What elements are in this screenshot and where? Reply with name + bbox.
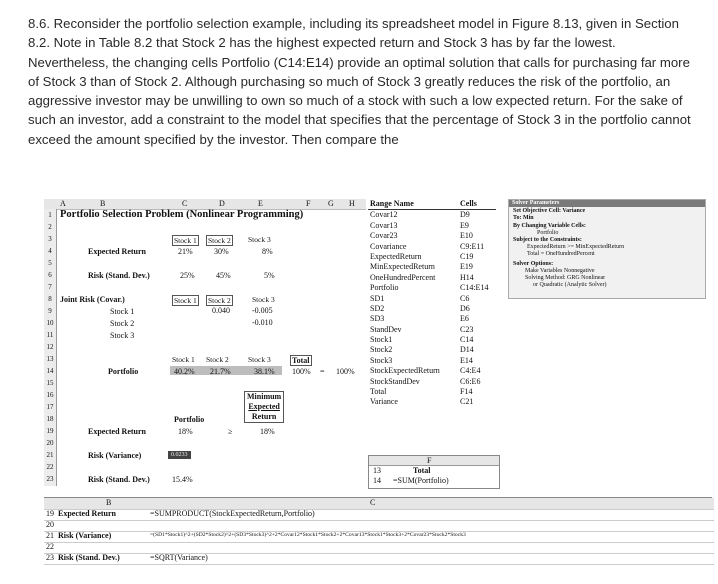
range-row <box>368 304 496 314</box>
portfolio-total: 100% <box>292 367 311 376</box>
col-header: D <box>219 199 225 208</box>
formula-row <box>44 542 714 554</box>
range-name: MinExpectedReturn <box>370 262 435 272</box>
range-cells: D6 <box>460 303 470 313</box>
expected-return-label: Expected Return <box>88 247 146 256</box>
formula-label: Expected Return <box>58 509 116 518</box>
gte-sign: ≥ <box>228 427 233 436</box>
row-number-column <box>44 209 57 486</box>
row-number: 11 <box>46 331 54 339</box>
row-number: 16 <box>46 391 54 399</box>
minimum-label: Minimum <box>247 392 282 401</box>
return-label: Return <box>251 412 277 421</box>
col-header: B <box>106 498 112 507</box>
range-name: Covar12 <box>370 210 398 220</box>
covar-row-label: Stock 1 <box>110 307 135 316</box>
range-name: ExpectedReturn <box>370 251 422 261</box>
risk-label: Risk (Stand. Dev.) <box>88 271 150 280</box>
range-cells: D14 <box>460 345 474 355</box>
total-label: Total <box>292 356 310 365</box>
expected-return-value: 30% <box>214 247 229 256</box>
formula-row <box>44 520 714 532</box>
col-header: E <box>258 199 263 208</box>
col-header: C <box>182 199 188 208</box>
cells-header: Cells <box>460 199 477 208</box>
equals-sign: = <box>320 367 325 376</box>
solver-constraint: Total = OneHundredPercent <box>527 251 595 258</box>
range-row <box>368 387 496 397</box>
stock-header: Stock 3 <box>248 235 271 244</box>
portfolio-value: 21.7% <box>210 367 231 376</box>
formula-label: Risk (Variance) <box>58 531 112 540</box>
range-row <box>368 210 496 220</box>
expected-return-value: 21% <box>178 247 193 256</box>
column-header-row <box>44 199 366 210</box>
row-number: 2 <box>48 223 52 231</box>
solver-to: To: Min <box>513 215 534 222</box>
solver-constraint: ExpectedReturn >= MinExpectedReturn <box>527 244 625 251</box>
expected-return-row-label: Expected Return <box>88 427 146 436</box>
row-number: 19 <box>46 509 54 518</box>
formula-col-header-row <box>44 498 714 510</box>
formula-text: =(SD1*Stock1)^2+(SD2*Stock2)^2+(SD3*Stock3)^2+2*Covar12*Stock1*Stock2+2*Covar13*Stock1*Stock3+2*Covar23*Stock2*Stock3 <box>150 532 466 538</box>
range-name: StockExpectedReturn <box>370 366 440 376</box>
range-name: Covar13 <box>370 220 398 230</box>
range-name: OneHundredPercent <box>370 272 436 282</box>
row-number: 22 <box>46 463 54 471</box>
solver-parameters-box <box>508 199 706 299</box>
expected-label: Expected <box>248 402 280 411</box>
range-row <box>368 221 496 231</box>
range-name: StockStandDev <box>370 376 420 386</box>
covar-row-label: Stock 2 <box>110 319 135 328</box>
range-name: SD3 <box>370 314 385 324</box>
formula-row <box>44 531 714 543</box>
range-row <box>368 283 496 293</box>
row-number: 13 <box>373 466 381 475</box>
joint-risk-label: Joint Risk (Covar.) <box>60 295 125 304</box>
range-name: Stock1 <box>370 335 393 345</box>
stock-header: Stock 2 <box>206 355 229 364</box>
solver-subject: Subject to the Constraints: <box>513 237 582 244</box>
sheet-title: Portfolio Selection Problem (Nonlinear Programming) <box>60 209 304 220</box>
stock-header: Stock 2 <box>208 236 231 245</box>
sd-value: 15.4% <box>172 475 193 484</box>
spreadsheet-model <box>44 199 366 487</box>
solver-options: Solver Options: <box>513 260 554 267</box>
col-header: C <box>370 498 376 507</box>
formula-sheet <box>44 497 712 576</box>
range-cells: C6:E6 <box>460 376 481 386</box>
row-number: 14 <box>373 476 381 485</box>
range-row <box>368 335 496 345</box>
stock-header: Stock 1 <box>174 296 197 305</box>
range-row <box>368 273 496 283</box>
row-number: 21 <box>46 451 54 459</box>
row-number: 19 <box>46 427 54 435</box>
row-number: 18 <box>46 415 54 423</box>
range-cells: C9:E11 <box>460 241 485 251</box>
row-number: 1 <box>48 211 52 219</box>
range-row <box>368 325 496 335</box>
stock-header: Stock 3 <box>248 355 271 364</box>
portfolio-label: Portfolio <box>108 367 139 376</box>
col-header: B <box>100 199 106 208</box>
row-number: 10 <box>46 319 54 327</box>
range-name: Stock3 <box>370 355 393 365</box>
portfolio-return-value: 18% <box>178 427 193 436</box>
total-label: Total <box>413 466 431 475</box>
range-name: Covar23 <box>370 231 398 241</box>
row-number: 14 <box>46 367 54 375</box>
col-header: F <box>427 456 432 465</box>
col-header: A <box>60 199 66 208</box>
hundred-percent: 100% <box>336 367 355 376</box>
range-name: Covariance <box>370 241 407 251</box>
risk-variance-label: Risk (Variance) <box>88 451 142 460</box>
range-cells: C14:E14 <box>460 283 489 293</box>
range-cells: F14 <box>460 387 473 397</box>
minimum-expected-return-header <box>244 391 284 423</box>
range-name: SD2 <box>370 303 385 313</box>
risk-sd-label: Risk (Stand. Dev.) <box>88 475 150 484</box>
formula-text: =SQRT(Variance) <box>150 553 208 562</box>
stock-header: Stock 2 <box>208 296 231 305</box>
risk-value: 45% <box>216 271 231 280</box>
range-row <box>368 377 496 387</box>
stock-header: Stock 1 <box>174 236 197 245</box>
range-name: Total <box>370 387 387 397</box>
range-row <box>368 242 496 252</box>
row-number: 20 <box>46 439 54 447</box>
range-cells: C4:E4 <box>460 366 481 376</box>
portfolio-value: 40.2% <box>174 367 195 376</box>
row-number: 15 <box>46 379 54 387</box>
range-table-header <box>368 199 496 210</box>
solver-option: or Quadratic (Analytic Solver) <box>533 282 607 289</box>
stock-header: Stock 1 <box>172 355 195 364</box>
covar-value: -0.005 <box>252 306 273 315</box>
range-cells: D9 <box>460 210 470 220</box>
row-number: 3 <box>48 235 52 243</box>
stock-header: Stock 3 <box>252 295 275 304</box>
row-number: 5 <box>48 259 52 267</box>
portfolio-col-label: Portfolio <box>174 415 205 424</box>
range-cells: C19 <box>460 251 474 261</box>
question-text: 8.6. Reconsider the portfolio selection example, including its spreadsheet model in Figure 8.13, given in Section 8.2. Note in Table 8.2 that Stock 2 has the highest expected return and Stock 3 has by far the lowest. Nevertheless, the changing cells Portfolio (C14:E14) provide an optimal solution that calls for purchasing far more of Stock 3 than of Stock 2. Although purchasing so much of Stock 3 greatly reduces the risk of the portfolio, an aggressive investor may be unwilling to own so much of a stock with such a low expected return. For the sake of such an investor, add a constraint to the model that specifies that the percentage of Stock 3 in the portfolio cannot exceed the amount specified by the investor. Then compare the <box>28 16 691 147</box>
solver-option: Make Variables Nonnegative <box>525 267 595 274</box>
row-number: 9 <box>48 307 52 315</box>
risk-value: 5% <box>264 271 275 280</box>
row-number: 4 <box>48 247 52 255</box>
range-row <box>368 294 496 304</box>
col-header: H <box>349 199 355 208</box>
row-number: 8 <box>48 295 52 303</box>
row-number: 23 <box>46 475 54 483</box>
range-cells: E9 <box>460 220 469 230</box>
solver-changing: By Changing Variable Cells: <box>513 222 586 229</box>
range-name: Variance <box>370 397 398 407</box>
range-cells: C21 <box>460 397 474 407</box>
solver-title: Solver Parameters <box>509 200 705 207</box>
portfolio-value: 38.1% <box>254 367 275 376</box>
col-header: F <box>306 199 311 208</box>
col-header: G <box>328 199 334 208</box>
variance-value: 0.0233 <box>168 451 191 459</box>
sum-formula-sheet <box>368 455 500 489</box>
range-cells: H14 <box>460 272 474 282</box>
range-cells: E14 <box>460 355 473 365</box>
row-number: 17 <box>46 403 54 411</box>
covar-row-label: Stock 3 <box>110 331 135 340</box>
range-row <box>368 314 496 324</box>
formula-label: Risk (Stand. Dev.) <box>58 553 120 562</box>
range-row <box>368 262 496 272</box>
range-cells: E6 <box>460 314 469 324</box>
range-row <box>368 345 496 355</box>
range-name: StandDev <box>370 324 402 334</box>
range-row <box>368 397 496 407</box>
formula-row <box>44 509 714 521</box>
range-name: Portfolio <box>370 283 399 293</box>
solver-option: Solving Method: GRG Nonlinear <box>525 275 606 282</box>
range-row <box>368 356 496 366</box>
sum-formula: =SUM(Portfolio) <box>393 476 449 485</box>
range-name: SD1 <box>370 293 385 303</box>
range-cells: C6 <box>460 293 470 303</box>
row-number: 22 <box>46 542 54 551</box>
covar-value: -0.010 <box>252 318 273 327</box>
expected-return-value: 8% <box>262 247 273 256</box>
range-name-table <box>368 199 496 408</box>
range-cells: C14 <box>460 335 474 345</box>
range-cells: E19 <box>460 262 473 272</box>
solver-changing-value: Portfolio <box>537 229 559 236</box>
range-row <box>368 366 496 376</box>
row-number: 6 <box>48 271 52 279</box>
range-name: Stock2 <box>370 345 393 355</box>
row-number: 21 <box>46 531 54 540</box>
row-number: 13 <box>46 355 54 363</box>
formula-text: =SUMPRODUCT(StockExpectedReturn,Portfolio) <box>150 509 315 518</box>
range-row <box>368 252 496 262</box>
range-name-header: Range Name <box>370 199 414 208</box>
range-row <box>368 231 496 241</box>
formula-row <box>44 553 714 565</box>
range-cells: C23 <box>460 324 474 334</box>
risk-value: 25% <box>180 271 195 280</box>
covar-value: 0.040 <box>212 306 230 315</box>
row-number: 7 <box>48 283 52 291</box>
range-cells: E10 <box>460 231 473 241</box>
min-return-value: 18% <box>260 427 275 436</box>
row-number: 20 <box>46 520 54 529</box>
solver-objective: Set Objective Cell: Variance <box>513 208 586 215</box>
row-number: 12 <box>46 343 54 351</box>
row-number: 23 <box>46 553 54 562</box>
